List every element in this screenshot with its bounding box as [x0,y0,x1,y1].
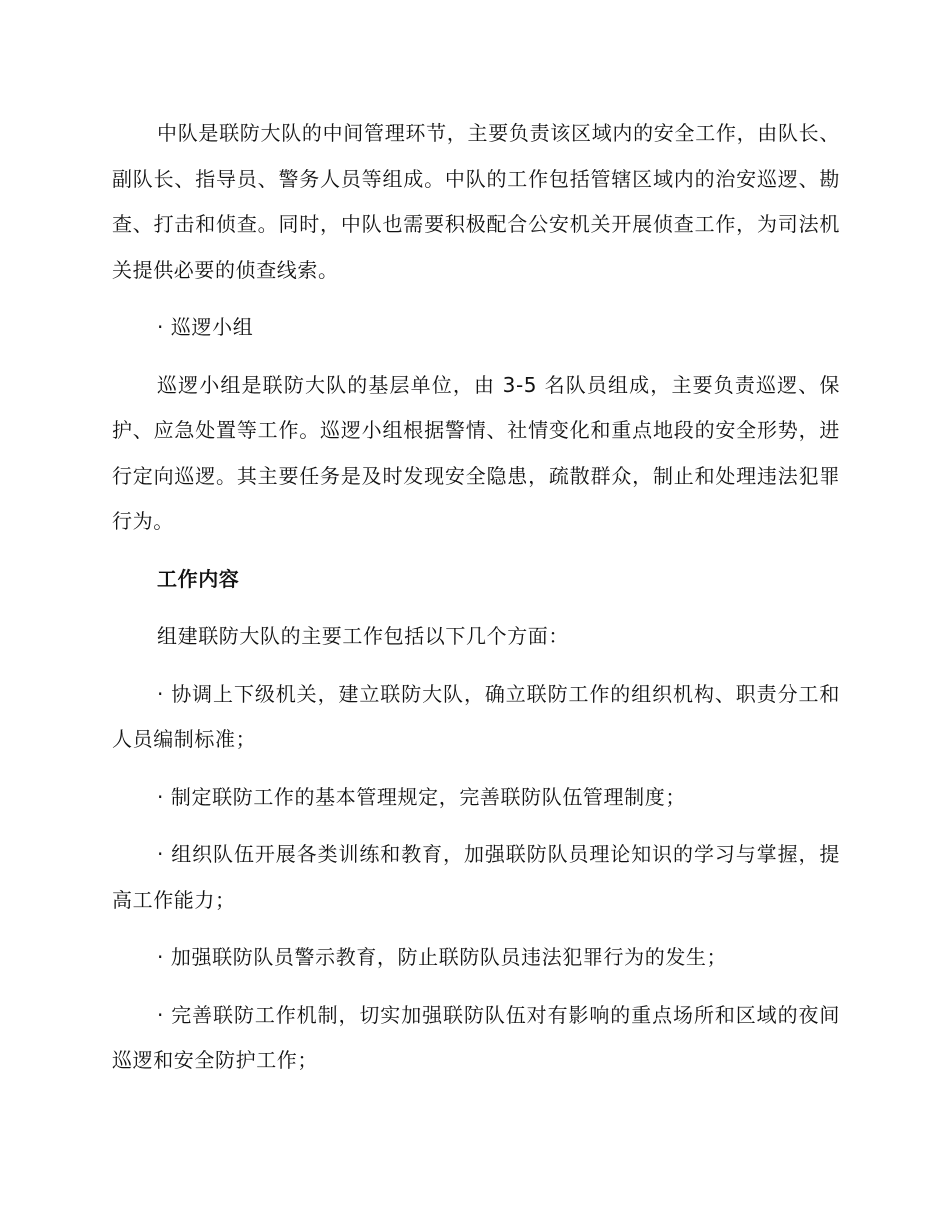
bullet-training: · 组织队伍开展各类训练和教育，加强联防队员理论知识的学习与掌握，提高工作能力； [112,842,840,912]
document-body [112,111,840,1084]
bullet-coordinate: · 协调上下级机关，建立联防大队，确立联防工作的组织机构、职责分工和人员编制标准； [112,681,840,751]
paragraph-squadron: 中队是联防大队的中间管理环节，主要负责该区域内的安全工作，由队长、副队长、指导员、警务人员等组成。中队的工作包括管辖区域内的治安巡逻、勘查、打击和侦查。同时，中队也需要积极配合公安机关开展侦查工作，为司法机关提供必要的侦查线索。 [112,121,840,282]
section-heading-work-content: 工作内容 [157,566,240,591]
bullet-patrol-group: · 巡逻小组 [157,315,254,339]
bullet-mechanism: · 完善联防工作机制，切实加强联防队伍对有影响的重点场所和区域的夜间巡逻和安全防护工作； [112,1002,840,1072]
bullet-warning-education: · 加强联防队员警示教育，防止联防队员违法犯罪行为的发生； [157,945,728,969]
paragraph-work-intro: 组建联防大队的主要工作包括以下几个方面： [157,624,569,648]
bullet-regulations: · 制定联防工作的基本管理规定，完善联防队伍管理制度； [157,784,686,809]
paragraph-patrol-group: 巡逻小组是联防大队的基层单位，由 3-5 名队员组成，主要负责巡逻、保护、应急处置等工作。巡逻小组根据警情、社情变化和重点地段的安全形势，进行定向巡逻。其主要任务是及时发现安全隐患，疏散群众，制止和处理违法犯罪行为。 [112,372,840,533]
